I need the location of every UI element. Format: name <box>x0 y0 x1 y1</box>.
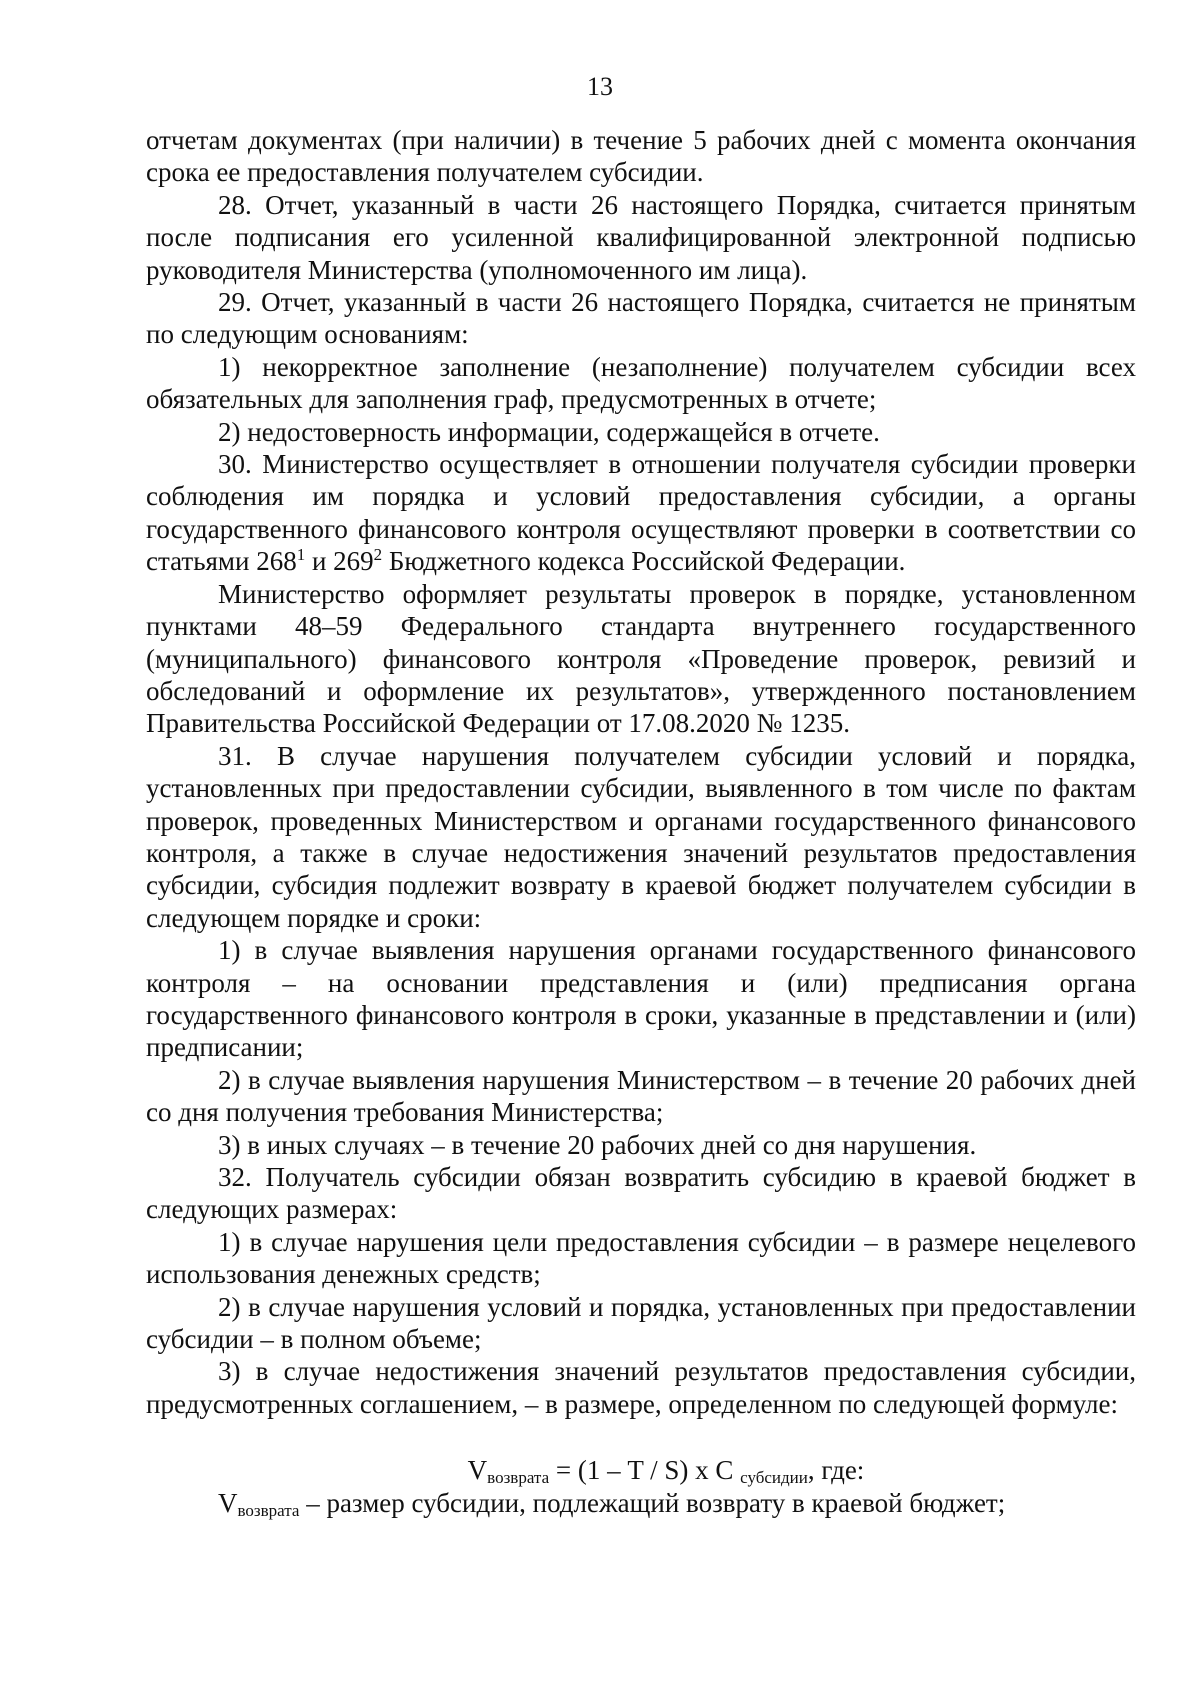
paragraph: 1) некорректное заполнение (незаполнение) получателем субсидии всех обязательных для заполнения граф, предусмотренных в отчете; <box>146 351 1136 415</box>
paragraph: 28. Отчет, указанный в части 26 настоящего Порядка, считается принятым после подписания его усиленной квалифицированной электронной подписью руководителя Министерства (уполномоченного им лица). <box>146 189 1136 285</box>
superscript: 2 <box>373 545 383 565</box>
paragraph: 2) в случае выявления нарушения Министерством – в течение 20 рабочих дней со дня получения требования Министерства; <box>146 1064 1136 1128</box>
paragraph <box>146 1487 1136 1519</box>
paragraph: отчетам документах (при наличии) в течение 5 рабочих дней с момента окончания срока ее предоставления получателем субсидии. <box>146 125 1136 188</box>
page-number: 13 <box>587 72 613 101</box>
subscript: субсидии <box>740 1468 808 1488</box>
paragraph: 31. В случае нарушения получателем субсидии условий и порядка, установленных при предоставлении субсидии, выявленного в том числе по фактам проверок, проведенных Министерством и органами государственного финансового контроля, а также в случае недостижения значений результатов предоставления субсидии, субсидия подлежит возврату в краевой бюджет получателем субсидии в следующем порядке и сроки: <box>146 740 1136 933</box>
paragraph: 1) в случае нарушения цели предоставления субсидии – в размере нецелевого использования денежных средств; <box>146 1226 1136 1290</box>
subscript: возврата <box>487 1468 550 1488</box>
text-run: Бюджетного кодекса Российской Федерации. <box>382 546 906 577</box>
paragraph: Министерство оформляет результаты проверок в порядке, установленном пунктами 48–59 Федерального стандарта внутреннего государственного (муниципального) финансового контроля «Проведение проверок, ревизий и обследований и оформление их результатов», утвержденного постановлением Правительства Российской Федерации от 17.08.2020 № 1235. <box>146 578 1136 739</box>
text-run: V <box>467 1455 488 1486</box>
paragraph <box>146 448 1136 578</box>
text-run: V <box>218 1487 238 1518</box>
paragraph: 32. Получатель субсидии обязан возвратить субсидию в краевой бюджет в следующих размерах: <box>146 1162 1136 1225</box>
formula <box>146 1454 1136 1486</box>
paragraph: 2) недостоверность информации, содержащейся в отчете. <box>218 416 880 447</box>
text-run: и 269 <box>305 546 374 577</box>
paragraph: 3) в случае недостижения значений результатов предоставления субсидии, предусмотренных соглашением, – в размере, определенном по следующей формуле: <box>146 1356 1136 1419</box>
document-body <box>146 124 1136 1519</box>
text-run: = (1 – T / S) x C <box>549 1455 741 1486</box>
text-run: 30. Министерство осуществляет в отношении получателя субсидии проверки соблюдения им порядка и условий предоставления субсидии, а органы государственного финансового контроля осуществляют проверки в соответствии со статьями 268 <box>146 449 1136 577</box>
paragraph: 1) в случае выявления нарушения органами государственного финансового контроля – на основании представления и (или) предписания органа государственного финансового контроля в сроки, указанные в представлении и (или) предписании; <box>146 935 1136 1063</box>
subscript: возврата <box>237 1500 300 1520</box>
paragraph: 29. Отчет, указанный в части 26 настоящего Порядка, считается не принятым по следующим основаниям: <box>146 287 1136 350</box>
text-run: – размер субсидии, подлежащий возврату в краевой бюджет; <box>299 1487 1006 1518</box>
superscript: 1 <box>296 545 306 565</box>
paragraph: 3) в иных случаях – в течение 20 рабочих дней со дня нарушения. <box>218 1129 977 1160</box>
paragraph: 2) в случае нарушения условий и порядка, установленных при предоставлении субсидии – в полном объеме; <box>146 1291 1136 1355</box>
text-run: , где: <box>807 1455 865 1486</box>
